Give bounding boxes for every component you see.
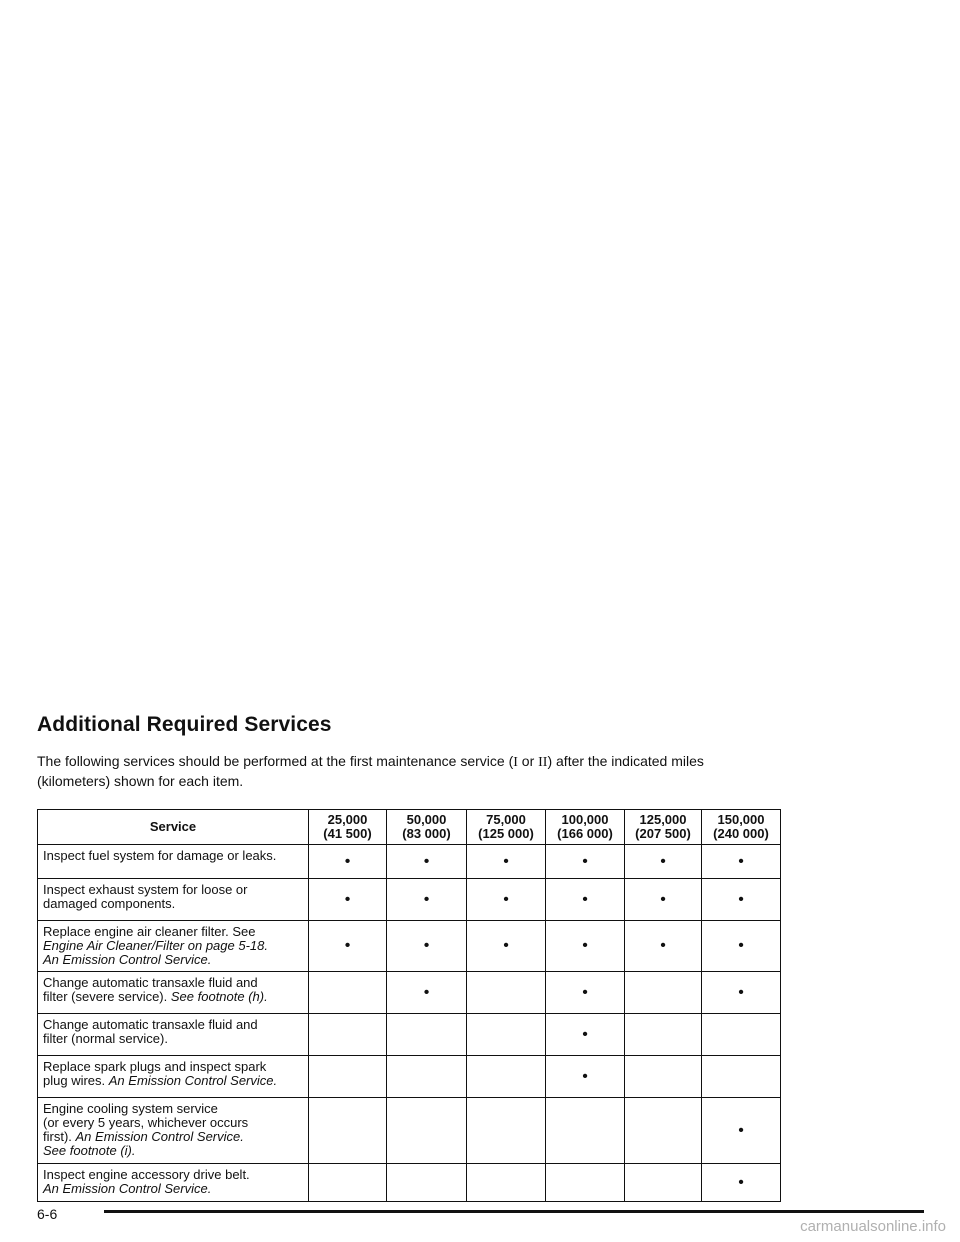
service-mark: •: [546, 879, 625, 921]
intro-text-or: or: [517, 753, 539, 769]
empty-cell: [467, 1098, 546, 1164]
service-mark: •: [387, 972, 467, 1014]
service-mark: •: [625, 921, 702, 972]
maintenance-schedule-table: [37, 809, 781, 1202]
service-text: damaged components.: [43, 896, 176, 911]
service-mark: •: [546, 845, 625, 879]
service-mark: •: [467, 879, 546, 921]
interval-km: (240 000): [713, 826, 769, 841]
interval-miles: 50,000: [406, 812, 447, 827]
table-row: [38, 972, 781, 1014]
intro-text-end: ) after the indicated miles (kilometers) shown for each item.: [37, 753, 704, 789]
header-row: [38, 810, 781, 845]
service-text: filter (normal service).: [43, 1031, 168, 1046]
service-text: Inspect fuel system for damage or leaks.: [43, 848, 277, 863]
table-row: [38, 1098, 781, 1164]
empty-cell: [309, 972, 387, 1014]
service-description: [38, 972, 309, 1014]
table-row: [38, 879, 781, 921]
table-row: [38, 921, 781, 972]
service-mark: •: [546, 1014, 625, 1056]
empty-cell: [625, 1098, 702, 1164]
service-text: Engine cooling system service: [43, 1101, 218, 1116]
interval-header: [387, 810, 467, 845]
empty-cell: [467, 1014, 546, 1056]
empty-cell: [625, 972, 702, 1014]
empty-cell: [309, 1098, 387, 1164]
service-note: Engine Air Cleaner/Filter on page 5-18.: [43, 938, 268, 953]
interval-km: (207 500): [635, 826, 691, 841]
service-text: Change automatic transaxle fluid and: [43, 975, 258, 990]
empty-cell: [702, 1014, 781, 1056]
service-mark: •: [309, 921, 387, 972]
interval-km: (83 000): [402, 826, 451, 841]
service-mark: •: [546, 972, 625, 1014]
empty-cell: [387, 1014, 467, 1056]
service-two-numeral: II: [538, 755, 548, 770]
service-mark: •: [702, 1098, 781, 1164]
footer-divider: [104, 1210, 924, 1213]
service-description: [38, 1164, 309, 1202]
service-text: Replace engine air cleaner filter. See: [43, 924, 256, 939]
interval-miles: 25,000: [327, 812, 368, 827]
service-text: Inspect exhaust system for loose or: [43, 882, 248, 897]
service-note: See footnote (h).: [170, 989, 268, 1004]
service-mark: •: [467, 921, 546, 972]
service-mark: •: [387, 845, 467, 879]
empty-cell: [467, 1164, 546, 1202]
service-rows: [38, 845, 781, 1202]
service-description: [38, 1014, 309, 1056]
service-note: An Emission Control Service.: [43, 1181, 212, 1196]
service-description: [38, 1056, 309, 1098]
service-text: Replace spark plugs and inspect spark: [43, 1059, 267, 1074]
service-text: Inspect engine accessory drive belt.: [43, 1167, 250, 1182]
empty-cell: [546, 1098, 625, 1164]
table-row: [38, 1056, 781, 1098]
service-text: filter (severe service).: [43, 989, 168, 1004]
service-text: (or every 5 years, whichever occurs: [43, 1115, 249, 1130]
interval-miles: 150,000: [717, 812, 765, 827]
empty-cell: [467, 1056, 546, 1098]
service-description: [38, 879, 309, 921]
table-row: [38, 1164, 781, 1202]
interval-header: [309, 810, 387, 845]
service-column-header: Service: [38, 810, 309, 845]
service-text: Change automatic transaxle fluid and: [43, 1017, 258, 1032]
empty-cell: [546, 1164, 625, 1202]
interval-miles: 100,000: [561, 812, 609, 827]
service-description: [38, 1098, 309, 1164]
page-number: 6-6: [37, 1206, 58, 1222]
empty-cell: [309, 1164, 387, 1202]
interval-header: [546, 810, 625, 845]
empty-cell: [467, 972, 546, 1014]
service-mark: •: [546, 921, 625, 972]
empty-cell: [387, 1056, 467, 1098]
service-mark: •: [309, 845, 387, 879]
service-description: [38, 845, 309, 879]
empty-cell: [702, 1056, 781, 1098]
service-mark: •: [625, 845, 702, 879]
service-text: first).: [43, 1129, 72, 1144]
interval-km: (125 000): [478, 826, 534, 841]
intro-text-start: The following services should be performed at the first maintenance service (: [37, 753, 514, 769]
interval-miles: 75,000: [486, 812, 526, 827]
service-mark: •: [387, 921, 467, 972]
service-mark: •: [625, 879, 702, 921]
table-row: [38, 1014, 781, 1056]
service-mark: •: [467, 845, 546, 879]
service-mark: •: [309, 879, 387, 921]
empty-cell: [625, 1056, 702, 1098]
empty-cell: [625, 1164, 702, 1202]
empty-cell: [309, 1056, 387, 1098]
service-mark: •: [702, 972, 781, 1014]
interval-header: [702, 810, 781, 845]
service-mark: •: [546, 1056, 625, 1098]
watermark: carmanualsonline.info: [800, 1218, 946, 1235]
interval-header: [625, 810, 702, 845]
interval-miles: 125,000: [639, 812, 687, 827]
service-mark: •: [702, 845, 781, 879]
service-note: An Emission Control Service.: [108, 1073, 278, 1088]
empty-cell: [387, 1098, 467, 1164]
table-row: [38, 845, 781, 879]
service-mark: •: [387, 879, 467, 921]
empty-cell: [625, 1014, 702, 1056]
service-text: plug wires.: [43, 1073, 106, 1088]
service-description: [38, 921, 309, 972]
service-mark: •: [702, 921, 781, 972]
interval-km: (166 000): [557, 826, 613, 841]
service-note: An Emission Control Service.: [75, 1129, 244, 1144]
intro-paragraph: [37, 752, 767, 790]
interval-km: (41 500): [323, 826, 372, 841]
section-title: Additional Required Services: [37, 713, 332, 736]
empty-cell: [387, 1164, 467, 1202]
empty-cell: [309, 1014, 387, 1056]
interval-header: [467, 810, 546, 845]
service-note: See footnote (i).: [43, 1143, 136, 1158]
service-mark: •: [702, 1164, 781, 1202]
service-mark: •: [702, 879, 781, 921]
service-one-numeral: I: [513, 755, 518, 770]
service-note: An Emission Control Service.: [43, 952, 212, 967]
